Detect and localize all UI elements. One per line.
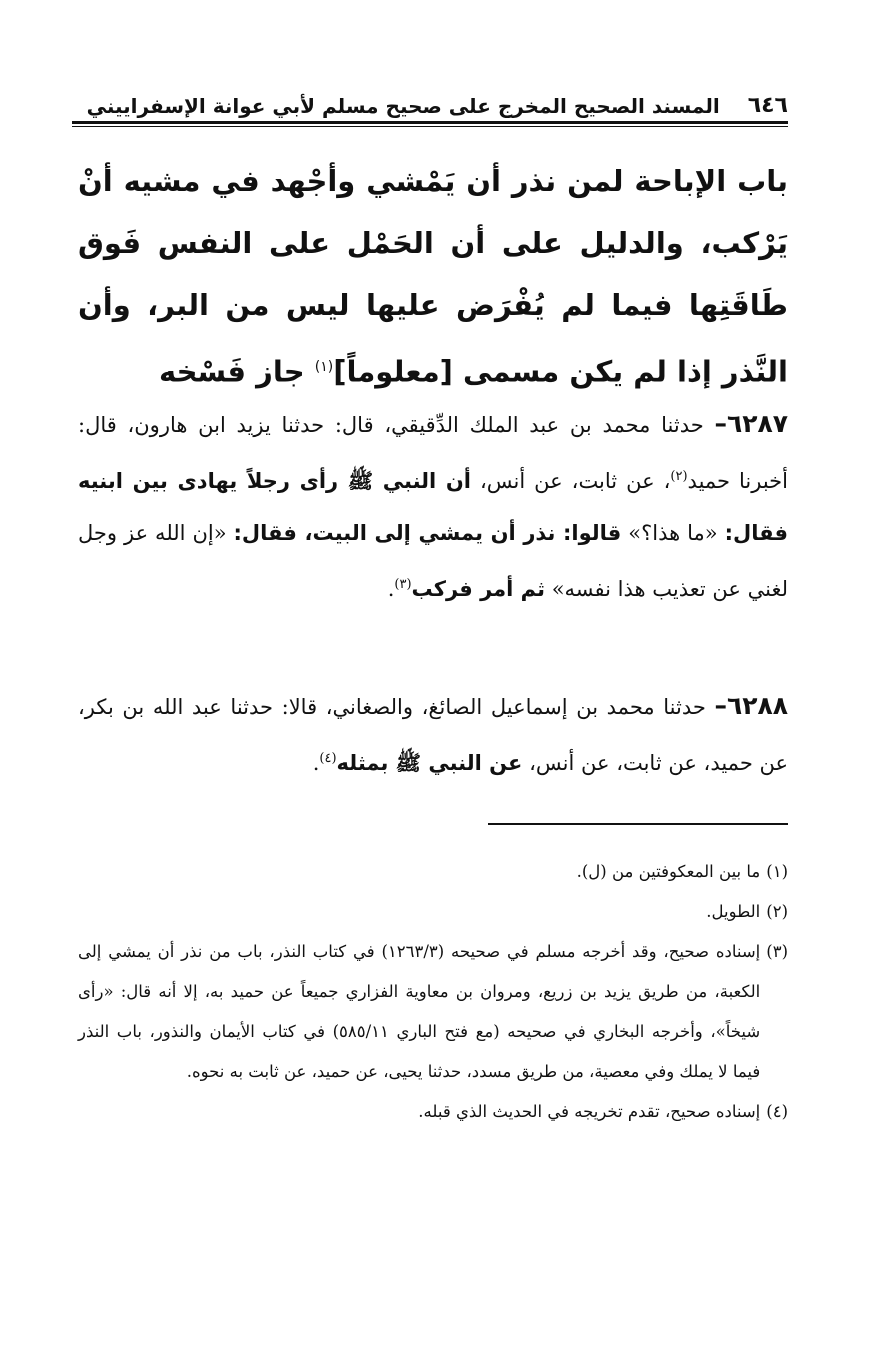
- hadith-matn: ثم أمر فركب: [411, 577, 546, 601]
- hadith-matn: عن النبي ﷺ بمثله: [336, 751, 523, 775]
- footnote-number: (٣): [766, 942, 788, 961]
- footnote-text: الطويل.: [706, 902, 761, 921]
- chapter-heading-main: باب الإباحة لمن نذر أن يَمْشي وأجْهد في مشيه أنْ يَرْكب، والدليل على أن الحَمْل على النفس فَوق طَاقَتِها فيما لم يُفْرَض عليها ليس من البر، وأن النَّذر إذا لم يكن مسمى [معلوماً]: [78, 164, 788, 389]
- footnote-ref: (٢): [670, 469, 688, 484]
- footnote-ref: (٤): [319, 751, 337, 766]
- hadith-matn: قالوا: نذر أن يمشي إلى البيت، فقال:: [233, 521, 622, 545]
- hadith-end: .: [312, 751, 320, 775]
- footnote-text: إسناده صحيح، تقدم تخريجه في الحديث الذي قبله.: [418, 1102, 761, 1121]
- running-header: [72, 84, 788, 118]
- hadith-quote: «إن الله عز وجل لغني عن تعذيب هذا نفسه»: [78, 521, 788, 601]
- hadith-quote: «ما هذا؟»: [628, 521, 718, 545]
- footnote-number: (١): [766, 862, 788, 881]
- footnote: [78, 892, 788, 932]
- footnote-ref: (٣): [394, 577, 412, 592]
- footnote: [78, 852, 788, 892]
- footnote-number: (٤): [766, 1102, 788, 1121]
- footnote-text: ما بين المعكوفتين من (ل).: [576, 862, 761, 881]
- footnotes: [78, 852, 788, 1132]
- hadith-number: ٦٢٨٨–: [714, 691, 788, 720]
- hadith-number: ٦٢٨٧–: [714, 409, 788, 438]
- footnote-text: إسناده صحيح، وقد أخرجه مسلم في صحيحه (١٢٦٣/٣) في كتاب النذر، باب من نذر أن يمشي إلى الكعبة، من طريق يزيد بن زريع، ومروان بن معاوية الفزاري جميعاً عن حميد به، إلا أنه قال: «رأى شيخاً»، وأخرجه البخاري في صحيحه (مع فتح الباري ٥٨٥/١١) في كتاب الأيمان والنذور، باب النذر فيما لا يملك وفي معصية، من طريق مسدد، حدثنا يحيى، عن حميد، عن ثابت به نحوه.: [78, 942, 761, 1081]
- hadith-paragraph: [78, 398, 788, 615]
- hadith-isnad: حدثنا محمد بن إسماعيل الصائغ، والصغاني، قالا: حدثنا عبد الله بن بكر، عن حميد، عن ثابت، عن أنس،: [78, 695, 788, 775]
- header-rule: [72, 121, 788, 127]
- chapter-heading: [78, 150, 788, 403]
- footnote-number: (٢): [766, 902, 788, 921]
- hadith-matn: أن النبي ﷺ رأى رجلاً يهادى بين ابنيه فقال:: [78, 469, 789, 545]
- footnote-separator: [488, 823, 788, 825]
- book-title: المسند الصحيح المخرج على صحيح مسلم لأبي عوانة الإسفراييني: [86, 94, 720, 118]
- hadith-end: .: [387, 577, 395, 601]
- page-number: ٦٤٦: [747, 93, 788, 118]
- chapter-heading-tail: جاز فَسْخه: [159, 354, 305, 389]
- hadith-isnad-continued: ، عن ثابت، عن أنس،: [479, 469, 671, 493]
- hadith-isnad: حدثنا محمد بن عبد الملك الدِّقيقي، قال: حدثنا يزيد ابن هارون، قال: أخبرنا حميد: [78, 413, 788, 493]
- footnote: [78, 1092, 788, 1132]
- chapter-heading-footnote-ref: (١): [314, 359, 334, 375]
- hadith-paragraph: [78, 680, 788, 789]
- footnote: [78, 932, 788, 1092]
